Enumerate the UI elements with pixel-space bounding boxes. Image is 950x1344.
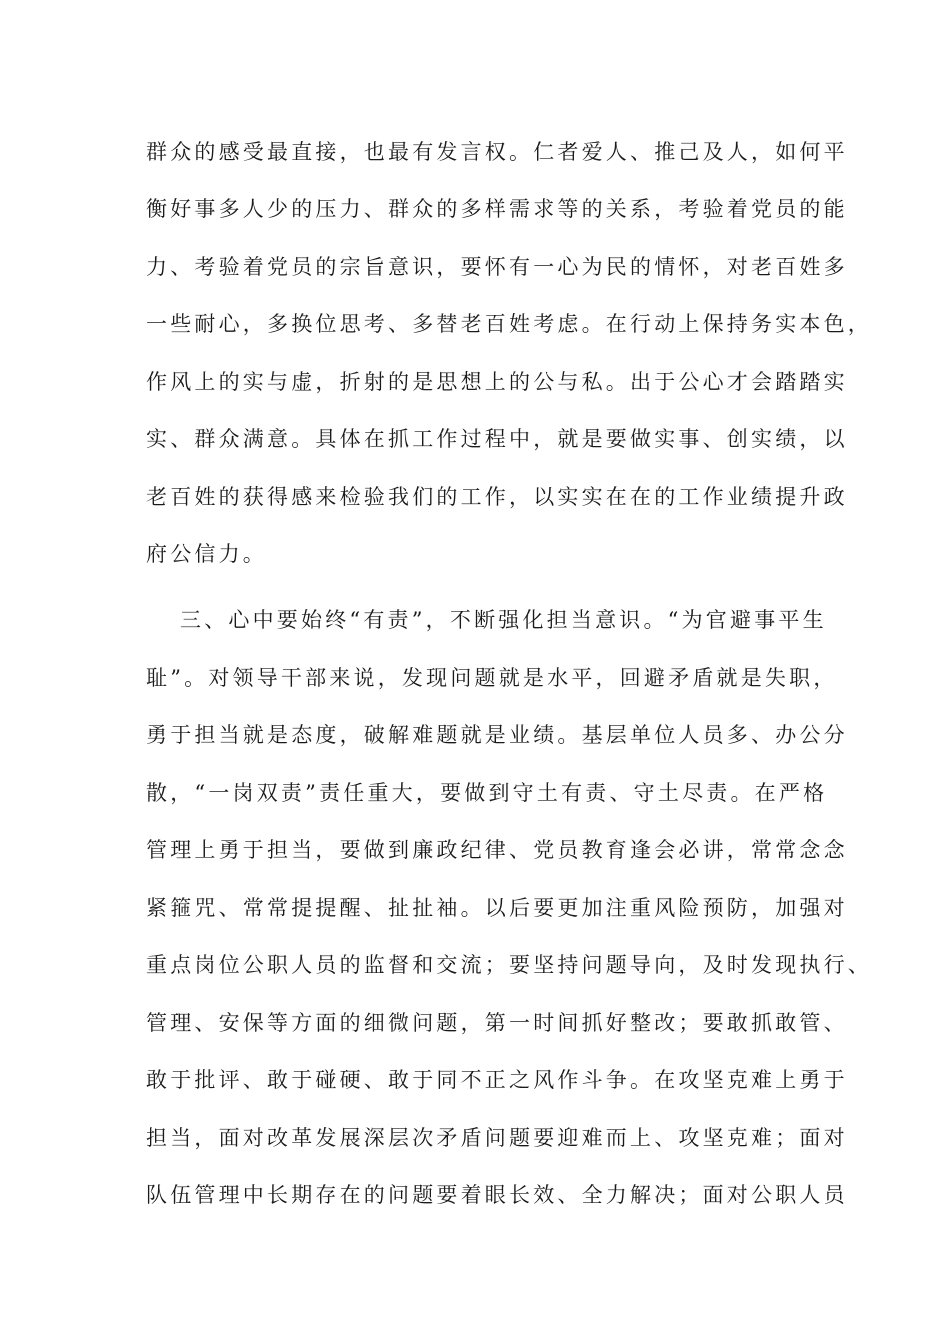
paragraph-1-line-8: 府公信力。 — [146, 542, 267, 566]
paragraph-1-line-4: 一些耐心，多换位思考、多替老百姓考虑。在行动上保持务实本色， — [146, 312, 872, 336]
paragraph-2-line-2: 耻”。对领导干部来说，发现问题就是水平，回避矛盾就是失职， — [146, 666, 838, 690]
paragraph-2-line-5: 管理上勇于担当，要做到廉政纪律、党员教育逢会必讲，常常念念 — [146, 838, 848, 862]
paragraph-2-line-3: 勇于担当就是态度，破解难题就是业绩。基层单位人员多、办公分 — [146, 723, 848, 747]
paragraph-1-line-3: 力、考验着党员的宗旨意识，要怀有一心为民的情怀，对老百姓多 — [146, 255, 848, 279]
paragraph-2-line-1: 三、心中要始终“有责”，不断强化担当意识。“为官避事平生 — [180, 608, 827, 632]
paragraph-1-line-6: 实、群众满意。具体在抓工作过程中，就是要做实事、创实绩，以 — [146, 427, 848, 451]
paragraph-1-line-2: 衡好事多人少的压力、群众的多样需求等的关系，考验着党员的能 — [146, 197, 848, 221]
paragraph-1-line-5: 作风上的实与虚，折射的是思想上的公与私。出于公心才会踏踏实 — [146, 370, 848, 394]
paragraph-2-line-8: 管理、安保等方面的细微问题，第一时间抓好整改；要敢抓敢管、 — [146, 1011, 848, 1035]
paragraph-1-line-1: 群众的感受最直接，也最有发言权。仁者爱人、推己及人，如何平 — [146, 140, 848, 164]
paragraph-2-line-6: 紧箍咒、常常提提醒、扯扯袖。以后要更加注重风险预防，加强对 — [146, 896, 848, 920]
paragraph-2-line-10: 担当，面对改革发展深层次矛盾问题要迎难而上、攻坚克难；面对 — [146, 1126, 848, 1150]
paragraph-2-line-7: 重点岗位公职人员的监督和交流；要坚持问题导向，及时发现执行、 — [146, 953, 872, 977]
paragraph-2-line-4: 散，“一岗双责”责任重大，要做到守土有责、守土尽责。在严格 — [146, 781, 828, 805]
paragraph-1-line-7: 老百姓的获得感来检验我们的工作，以实实在在的工作业绩提升政 — [146, 485, 848, 509]
paragraph-2-line-9: 敢于批评、敢于碰硬、敢于同不正之风作斗争。在攻坚克难上勇于 — [146, 1068, 848, 1092]
paragraph-2-line-11: 队伍管理中长期存在的问题要着眼长效、全力解决；面对公职人员 — [146, 1183, 848, 1207]
